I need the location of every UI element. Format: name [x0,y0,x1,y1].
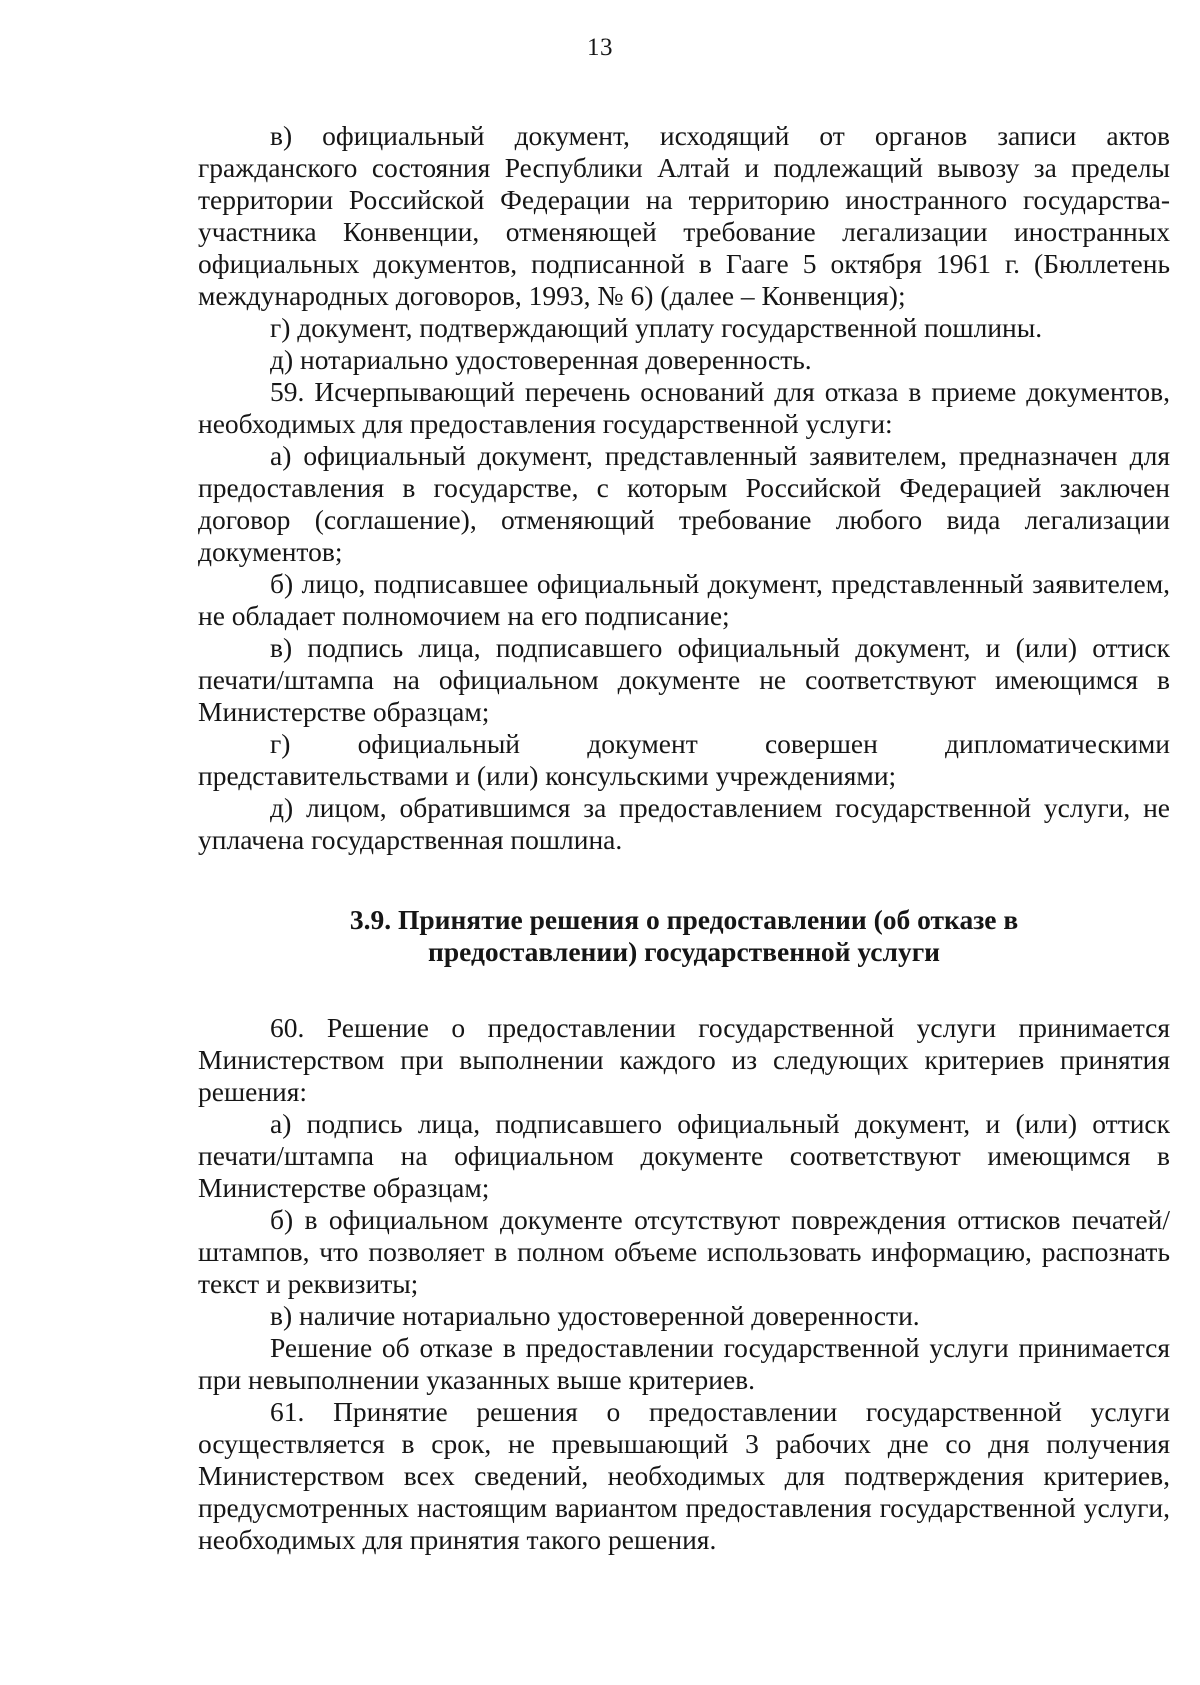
paragraph-59-b: б) лицо, подписавшее официальный документ, представленный заявителем, не обладает полномочием на его подписание; [198,568,1170,631]
paragraph-59-a: а) официальный документ, представленный заявителем, предназначен для предоставления в государстве, с которым Российской Федерацией заключен договор (соглашение), отменяющий требование любого вида легализации документов; [198,440,1170,567]
paragraph-item-v: в) официальный документ, исходящий от органов записи актов гражданского состояния Республики Алтай и подлежащий вывозу за пределы территории Российской Федерации на территорию иностранного государства-участника Конвенции, отменяющей требование легализации иностранных официальных документов, подписанной в Гааге 5 октября 1961 г. (Бюллетень международных договоров, 1993, № 6) (далее – Конвенция); [198,120,1170,311]
paragraph-59-d: д) лицом, обратившимся за предоставлением государственной услуги, не уплачена государственная пошлина. [198,792,1170,855]
page-number: 13 [587,34,613,61]
section-heading-line-2: предоставлении) государственной услуги [427,936,941,967]
paragraph-59-v: в) подпись лица, подписавшего официальный документ, и (или) оттиск печати/штампа на официальном документе не соответствуют имеющимся в Министерстве образцам; [198,632,1170,727]
paragraph-item-g: г) документ, подтверждающий уплату государственной пошлины. [270,312,1043,343]
section-heading [198,904,1170,968]
paragraph-60-a: а) подпись лица, подписавшего официальный документ, и (или) оттиск печати/штампа на официальном документе соответствуют имеющимся в Министерстве образцам; [198,1108,1170,1203]
document-body [198,120,1170,1556]
paragraph-60: 60. Решение о предоставлении государственной услуги принимается Министерством при выполнении каждого из следующих критериев принятия решения: [198,1012,1170,1107]
paragraph-item-d: д) нотариально удостоверенная доверенность. [270,344,812,375]
paragraph-59: 59. Исчерпывающий перечень оснований для отказа в приеме документов, необходимых для предоставления государственной услуги: [198,376,1170,439]
paragraph-61: 61. Принятие решения о предоставлении государственной услуги осуществляется в срок, не превышающий 3 рабочих дне со дня получения Министерством всех сведений, необходимых для подтверждения критериев, предусмотренных настоящим вариантом предоставления государственной услуги, необходимых для принятия такого решения. [198,1396,1170,1555]
paragraph-60-b: б) в официальном документе отсутствуют повреждения оттисков печатей/штампов, что позволяет в полном объеме использовать информацию, распознать текст и реквизиты; [198,1204,1170,1299]
paragraph-59-g: г) официальный документ совершен дипломатическими представительствами и (или) консульскими учреждениями; [198,728,1170,791]
paragraph-refusal: Решение об отказе в предоставлении государственной услуги принимается при невыполнении указанных выше критериев. [198,1332,1170,1395]
section-heading-line-1: 3.9. Принятие решения о предоставлении (об отказе в [349,904,1019,935]
paragraph-60-v: в) наличие нотариально удостоверенной доверенности. [270,1300,920,1331]
